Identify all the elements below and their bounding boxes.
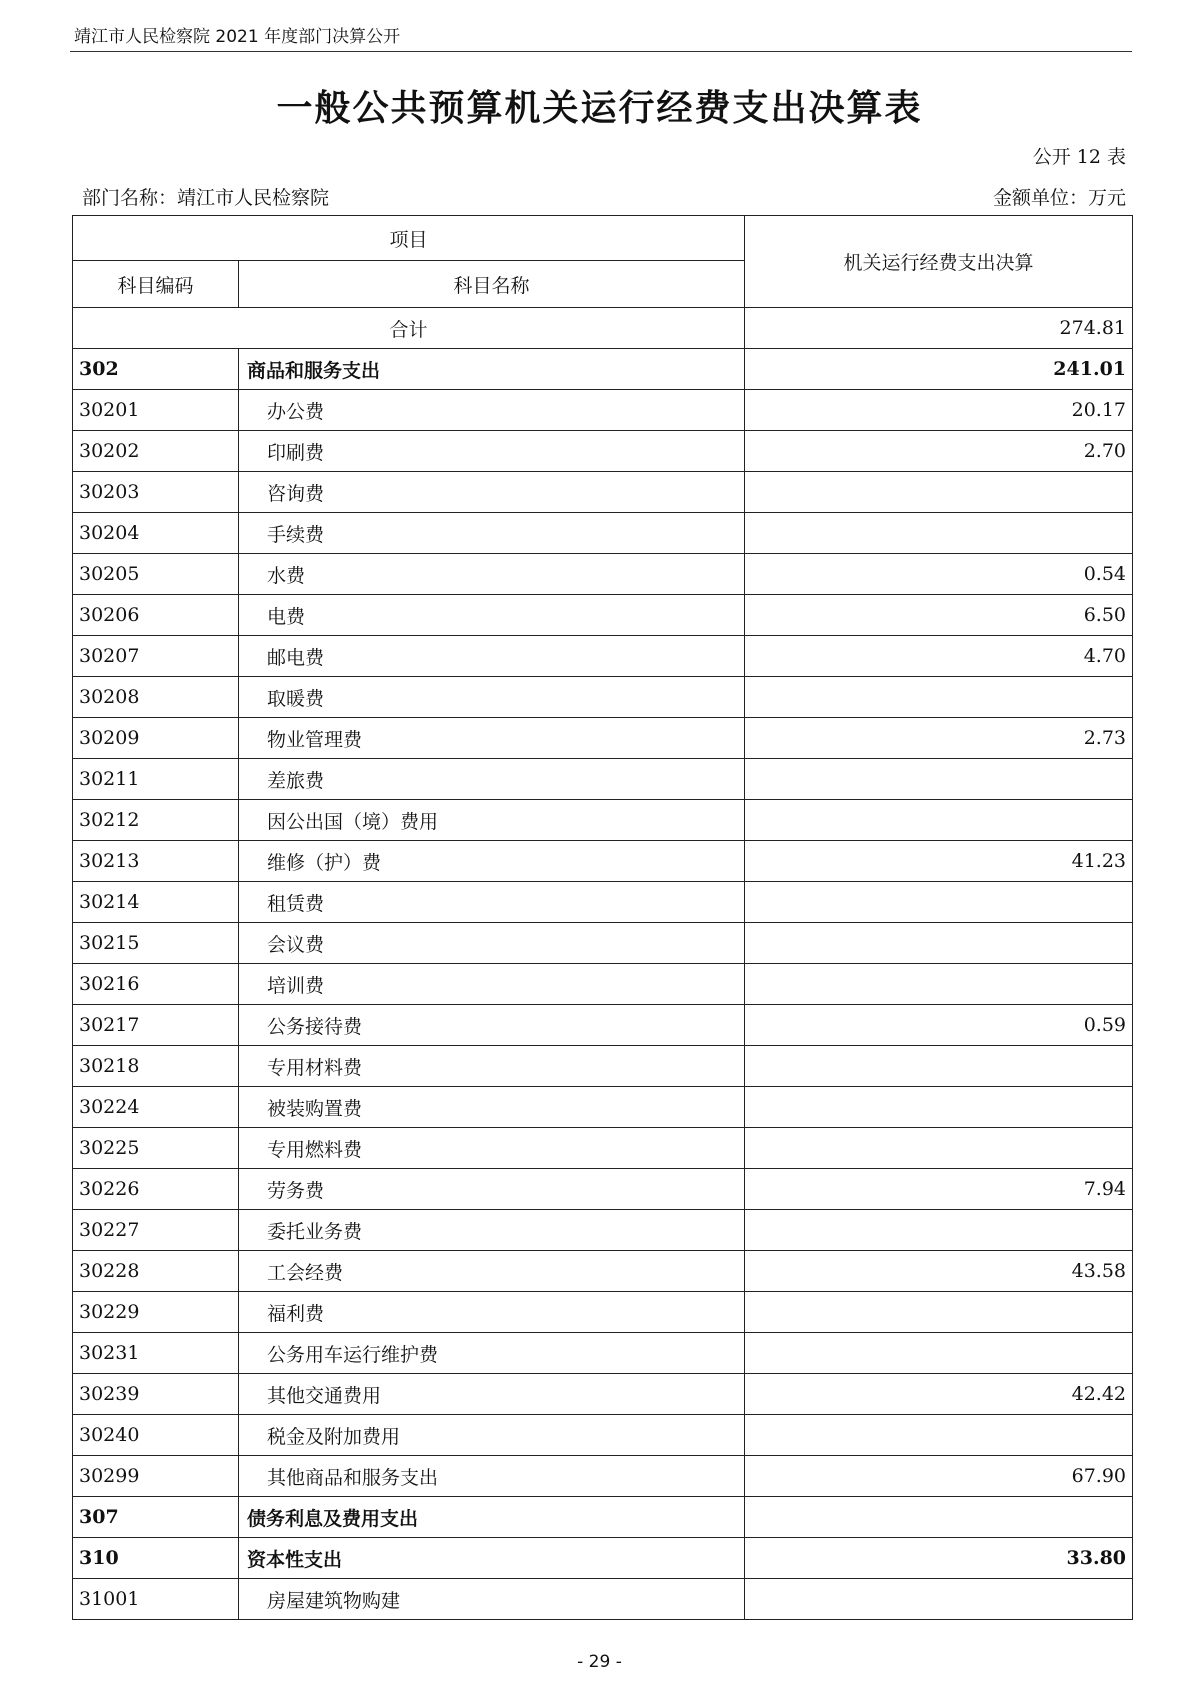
department-name: 部门名称：靖江市人民检察院 xyxy=(82,187,330,209)
table-row xyxy=(73,718,1133,759)
table-row xyxy=(73,390,1133,431)
row-name: 商品和服务支出 xyxy=(239,349,745,390)
row-name: 培训费 xyxy=(239,964,745,1005)
row-amount: 4.70 xyxy=(745,636,1133,677)
table-row xyxy=(73,677,1133,718)
row-code: 30239 xyxy=(73,1374,239,1415)
header-name: 科目名称 xyxy=(239,261,745,308)
budget-table xyxy=(72,215,1133,1620)
row-code: 30205 xyxy=(73,554,239,595)
row-code: 30213 xyxy=(73,841,239,882)
row-name: 劳务费 xyxy=(239,1169,745,1210)
table-row xyxy=(73,1538,1133,1579)
header-item: 项目 xyxy=(73,216,745,261)
row-amount: 0.59 xyxy=(745,1005,1133,1046)
row-code: 30217 xyxy=(73,1005,239,1046)
table-row xyxy=(73,882,1133,923)
row-amount: 43.58 xyxy=(745,1251,1133,1292)
table-row xyxy=(73,1087,1133,1128)
row-name: 税金及附加费用 xyxy=(239,1415,745,1456)
header-code: 科目编码 xyxy=(73,261,239,308)
row-code: 30215 xyxy=(73,923,239,964)
row-name: 水费 xyxy=(239,554,745,595)
row-amount: 33.80 xyxy=(745,1538,1133,1579)
row-amount xyxy=(745,1292,1133,1333)
row-name: 资本性支出 xyxy=(239,1538,745,1579)
row-name: 办公费 xyxy=(239,390,745,431)
row-name: 差旅费 xyxy=(239,759,745,800)
row-amount xyxy=(745,1210,1133,1251)
table-row xyxy=(73,1579,1133,1620)
table-row xyxy=(73,759,1133,800)
table-row xyxy=(73,513,1133,554)
table-row xyxy=(73,349,1133,390)
total-amount: 274.81 xyxy=(745,308,1133,349)
row-code: 30226 xyxy=(73,1169,239,1210)
row-amount xyxy=(745,1579,1133,1620)
row-name: 维修（护）费 xyxy=(239,841,745,882)
row-name: 咨询费 xyxy=(239,472,745,513)
row-code: 302 xyxy=(73,349,239,390)
row-code: 30207 xyxy=(73,636,239,677)
table-row xyxy=(73,554,1133,595)
row-name: 印刷费 xyxy=(239,431,745,472)
row-name: 邮电费 xyxy=(239,636,745,677)
row-amount: 20.17 xyxy=(745,390,1133,431)
header-amount: 机关运行经费支出决算 xyxy=(745,216,1133,308)
row-name: 物业管理费 xyxy=(239,718,745,759)
row-code: 30211 xyxy=(73,759,239,800)
row-code: 310 xyxy=(73,1538,239,1579)
row-code: 30212 xyxy=(73,800,239,841)
table-row xyxy=(73,1497,1133,1538)
row-code: 30229 xyxy=(73,1292,239,1333)
row-amount: 241.01 xyxy=(745,349,1133,390)
table-row xyxy=(73,431,1133,472)
row-name: 公务用车运行维护费 xyxy=(239,1333,745,1374)
row-name: 其他交通费用 xyxy=(239,1374,745,1415)
row-amount xyxy=(745,1333,1133,1374)
row-code: 30206 xyxy=(73,595,239,636)
table-row xyxy=(73,1456,1133,1497)
row-name: 专用燃料费 xyxy=(239,1128,745,1169)
row-name: 委托业务费 xyxy=(239,1210,745,1251)
row-amount xyxy=(745,759,1133,800)
row-amount xyxy=(745,1128,1133,1169)
table-row xyxy=(73,1333,1133,1374)
table-row xyxy=(73,1169,1133,1210)
row-amount: 2.73 xyxy=(745,718,1133,759)
row-code: 30218 xyxy=(73,1046,239,1087)
row-name: 租赁费 xyxy=(239,882,745,923)
row-name: 被装购置费 xyxy=(239,1087,745,1128)
amount-unit: 金额单位：万元 xyxy=(992,187,1126,209)
table-row xyxy=(73,1005,1133,1046)
row-code: 30209 xyxy=(73,718,239,759)
header-rule xyxy=(70,51,1132,52)
total-label: 合计 xyxy=(73,308,745,349)
table-row xyxy=(73,1128,1133,1169)
row-code: 30204 xyxy=(73,513,239,554)
row-amount: 0.54 xyxy=(745,554,1133,595)
row-amount xyxy=(745,1087,1133,1128)
row-amount xyxy=(745,472,1133,513)
row-amount xyxy=(745,1046,1133,1087)
table-row xyxy=(73,1292,1133,1333)
row-name: 因公出国（境）费用 xyxy=(239,800,745,841)
row-name: 电费 xyxy=(239,595,745,636)
page-title: 一般公共预算机关运行经费支出决算表 xyxy=(276,87,923,129)
row-code: 30225 xyxy=(73,1128,239,1169)
row-amount xyxy=(745,964,1133,1005)
row-code: 30201 xyxy=(73,390,239,431)
row-name: 债务利息及费用支出 xyxy=(239,1497,745,1538)
row-code: 307 xyxy=(73,1497,239,1538)
row-code: 30216 xyxy=(73,964,239,1005)
table-row xyxy=(73,1415,1133,1456)
row-amount: 7.94 xyxy=(745,1169,1133,1210)
table-row xyxy=(73,595,1133,636)
row-amount xyxy=(745,1415,1133,1456)
row-amount: 2.70 xyxy=(745,431,1133,472)
row-name: 福利费 xyxy=(239,1292,745,1333)
row-amount xyxy=(745,882,1133,923)
row-code: 31001 xyxy=(73,1579,239,1620)
row-code: 30208 xyxy=(73,677,239,718)
row-code: 30240 xyxy=(73,1415,239,1456)
row-name: 手续费 xyxy=(239,513,745,554)
row-code: 30214 xyxy=(73,882,239,923)
row-amount xyxy=(745,677,1133,718)
row-name: 取暖费 xyxy=(239,677,745,718)
row-name: 其他商品和服务支出 xyxy=(239,1456,745,1497)
row-name: 房屋建筑物购建 xyxy=(239,1579,745,1620)
table-row xyxy=(73,472,1133,513)
table-row xyxy=(73,1251,1133,1292)
table-row xyxy=(73,1374,1133,1415)
row-code: 30203 xyxy=(73,472,239,513)
row-amount xyxy=(745,1497,1133,1538)
table-header-row xyxy=(73,216,1133,261)
row-name: 工会经费 xyxy=(239,1251,745,1292)
total-row xyxy=(73,308,1133,349)
row-amount: 6.50 xyxy=(745,595,1133,636)
table-row xyxy=(73,1210,1133,1251)
row-name: 公务接待费 xyxy=(239,1005,745,1046)
table-row xyxy=(73,800,1133,841)
row-code: 30202 xyxy=(73,431,239,472)
row-amount: 42.42 xyxy=(745,1374,1133,1415)
table-row xyxy=(73,636,1133,677)
row-amount: 41.23 xyxy=(745,841,1133,882)
table-row xyxy=(73,1046,1133,1087)
row-amount: 67.90 xyxy=(745,1456,1133,1497)
running-header: 靖江市人民检察院 2021 年度部门决算公开 xyxy=(74,27,401,47)
table-row xyxy=(73,923,1133,964)
row-code: 30231 xyxy=(73,1333,239,1374)
row-name: 会议费 xyxy=(239,923,745,964)
row-amount xyxy=(745,800,1133,841)
page-number: - 29 - xyxy=(577,1652,622,1672)
row-code: 30299 xyxy=(73,1456,239,1497)
row-code: 30228 xyxy=(73,1251,239,1292)
row-code: 30224 xyxy=(73,1087,239,1128)
row-name: 专用材料费 xyxy=(239,1046,745,1087)
table-row xyxy=(73,964,1133,1005)
row-amount xyxy=(745,513,1133,554)
form-number: 公开 12 表 xyxy=(1032,146,1126,168)
row-amount xyxy=(745,923,1133,964)
row-code: 30227 xyxy=(73,1210,239,1251)
table-row xyxy=(73,841,1133,882)
